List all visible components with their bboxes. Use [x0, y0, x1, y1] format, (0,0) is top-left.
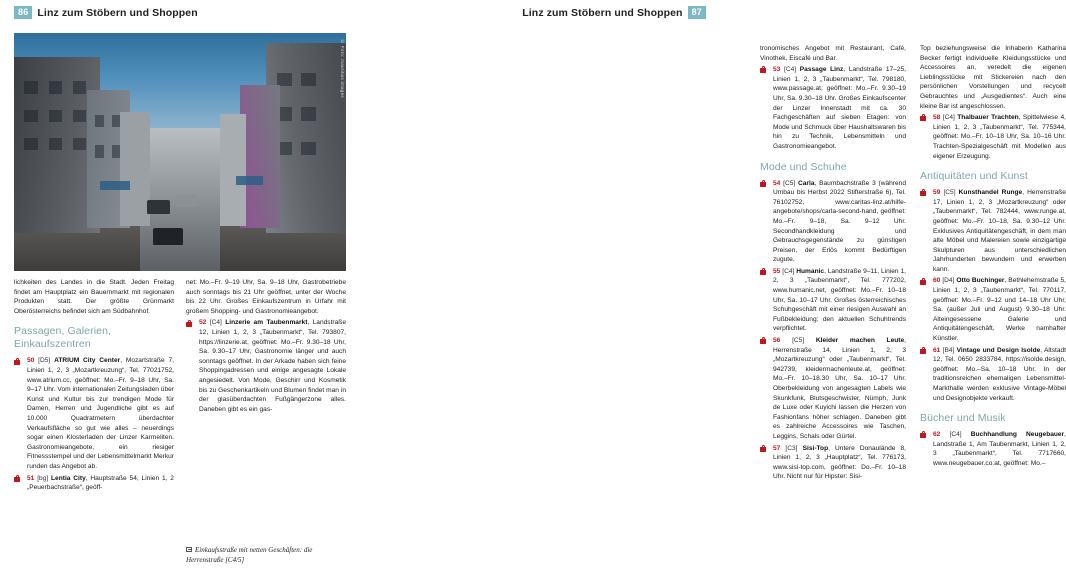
- entry-number: 52: [199, 319, 207, 327]
- entry-body: , Herrenstraße 17, Linien 1, 2, 3 „Mozartkreuzung“ oder „Taubenmarkt“, Tel. 782444, www.runge.at, geöffnet: Mo.–Fr. 10–18, Sa. 9.30–12 Uhr. Exklusives Antiquitätengeschäft, in dem man alte Möbel und Malereien sowie einzigartige Skulpturen aus unterschiedlichen Jahrhunderten bewundern und erwerben kann.: [933, 189, 1066, 273]
- entry-body: , Landstraße 12, Linien 1, 2, 3 „Taubenmarkt“, Tel. 793807, https://linzerie.at, geöffnet: Mo.–Fr. 9.30–18 Uhr, Sa. 9.30–17 Uhr, Gastronomie länger und auch sonntags geöffnet. In der Arkade haben sich feine Shoppingadressen und einige angesagte Lokale angesiedelt. Von Mode, Geschirr und Kosmetik bis zu Geschenkartikeln und Blumen findet man in der glasüberdachten Fußgängerzone alles. Daneben gibt es ein gas-: [199, 319, 346, 413]
- shopping-bag-icon: [760, 445, 766, 452]
- list-item: [760, 444, 906, 482]
- entry-name: Buchhandlung Neugebauer: [970, 431, 1065, 439]
- photo-car-3: [153, 228, 183, 245]
- entry-number: 54: [773, 179, 781, 187]
- entry-number: 60: [933, 277, 941, 285]
- list-item: [760, 267, 906, 334]
- entry-grid-ref: [C4]: [782, 267, 795, 275]
- entry-grid-ref: [B4]: [942, 346, 955, 354]
- entry-grid-ref: [C5]: [943, 189, 956, 197]
- photo-awning-2: [236, 176, 263, 186]
- entry-grid-ref: [C4]: [784, 66, 797, 74]
- list-item: [920, 346, 1066, 404]
- entry-grid-ref: [C5]: [783, 179, 796, 187]
- entry-body: , Baumbachstraße 3 (während Umbau bis Herbst 2022 Stifterstraße 6), Tel. 76102752, www.caritas-linz.at/hilfe-angebote/shops/carla-second-hand, geöffnet: Mo.–Fr. 9–18, Sa. 9–12 Uhr. Secondhandkleidung und Gebrauchsgegenstände zu günstigen Preisen, der Erlös kommt Bedürftigen zugute.: [773, 179, 906, 264]
- text-column-3: [760, 44, 906, 482]
- column-1-continuation: lichkeiten des Landes in die Stadt. Jeden Freitag findet am Hauptplatz ein Bauernmarkt mit regionalen Produkten statt. Der größte Grünmarkt Oberösterreichs befindet sich am Südbahnhof.: [14, 279, 174, 315]
- text-column-2: [186, 278, 346, 414]
- photo-car-1: [147, 200, 170, 214]
- list-item: [186, 318, 346, 414]
- list-item: [760, 65, 906, 151]
- entry-body: , Landstraße 9–11, Linien 1, 2, 3 „Taubenmarkt“, Tel. 777202, www.humanic.net, geöffnet: Mo.–Fr. 10–18 Uhr, Sa. 10–17 Uhr. Großes österreichisches Schuhgeschäft mit einer riesigen Auswahl an Fußbekleidung; den aktuellen Schuhtrends verpflichtet.: [773, 267, 906, 333]
- shopping-bag-icon: [14, 358, 20, 365]
- entry-grid-ref: [C3]: [785, 444, 798, 452]
- entry-number: 59: [933, 189, 941, 197]
- entry-number: 55: [773, 267, 781, 275]
- entry-name: Sisi-Top: [802, 444, 829, 452]
- shopping-bag-icon: [920, 431, 926, 438]
- column-4-continuation: Top beziehungsweise die Inhaberin Katharina Becker fertigt individuelle Kleidungsstücke und Accessoires an, veredelt die eigenen Lieblingsstücke mit Stickereien nach den persönlichen Vorstellungen und recycelt Gebrauchtes und „Ausgedientes“. Auch eine kleine Bar ist angeschlossen.: [920, 45, 1066, 110]
- street-photo: [14, 33, 346, 271]
- entry-grid-ref: [C5]: [792, 337, 805, 345]
- photo-building-left-3: [120, 112, 150, 226]
- list-item: [14, 356, 174, 471]
- entry-body: , Spittelwiese 4, Linien 1, 2, 3 „Taubenmarkt“, Tel. 775344, geöffnet: Mo.–Fr. 10–18 Uhr, Sa. 10–16 Uhr. Trachten-Spezialgeschäft mit Modellen aus eigener Erzeugung.: [933, 114, 1066, 160]
- shopping-bag-icon: [920, 114, 926, 121]
- photo-caption: [186, 545, 350, 565]
- entry-name: Humanic: [796, 267, 825, 275]
- entry-number: 61: [933, 346, 941, 354]
- entry-grid-ref: [D4]: [942, 277, 955, 285]
- entry-body: , Bethlehemstraße 5, Linien 1, 2, 3 „Taubenmarkt“, Tel. 770117, geöffnet: Mo.–Fr. 9–12 und 14–18 Uhr Uhr, Sa. (außer Juli und August) 9.30–18 Uhr. Alteingesessene Galerie und Antiquitätengeschäft, Werke namhafter Künstler.: [933, 277, 1066, 343]
- entry-grid-ref: [C4]: [949, 431, 962, 439]
- entry-body: , Landstraße 17–25, Linien 1, 2, 3 „Taubenmarkt“, Tel. 798180, www.passage.at, geöffnet: Mo.–Fr. 9.30–19 Uhr, Sa. 9.30–18 Uhr. Großes Einkaufscenter der Linzer Innenstadt mit ca. 30 Fachgeschäften auf sieben Etagen: von Mode und Schmuck über Haushaltswaren bis hin zu Technik, Lebensmitteln und Gastronomieangebot.: [773, 66, 906, 150]
- photo-car-2: [177, 195, 197, 207]
- running-head-left: [14, 4, 198, 21]
- entry-body: , Landstraße 1, Am Taubenmarkt, Linien 1, 2, 3 „Taubenmarkt“, Tel. 7717660, www.neugebauer.co.at, geöffnet: Mo.–: [933, 431, 1066, 467]
- left-page: [0, 0, 360, 571]
- shopping-bag-icon: [186, 320, 192, 327]
- list-item: [14, 474, 174, 493]
- entry-grid-ref: [C4]: [942, 114, 955, 122]
- entry-grid-ref: [C4]: [209, 319, 222, 327]
- entry-number: 62: [933, 431, 941, 439]
- running-head-title-left: Linz zum Stöbern und Shoppen: [37, 6, 198, 19]
- section-heading-buecher-und-musik: Bücher und Musik: [920, 412, 1006, 425]
- photo-credit: © Foto: mauritius images: [340, 39, 345, 98]
- list-item: [760, 179, 906, 265]
- shopping-bag-icon: [14, 475, 20, 482]
- shopping-bag-icon: [920, 347, 926, 354]
- entry-number: 56: [773, 337, 781, 345]
- photo-awning-1: [100, 181, 130, 191]
- right-page: [360, 0, 1066, 571]
- entry-number: 50: [27, 357, 35, 365]
- entry-name: Kunsthandel Runge: [958, 189, 1023, 197]
- entry-body: , Hauptstraße 54, Linien 1, 2 „Peuerbachstraße“, geöff-: [27, 474, 174, 492]
- entry-grid-ref: [D5]: [38, 357, 51, 365]
- running-head-title-right: Linz zum Stöbern und Shoppen: [522, 6, 683, 19]
- page-gutter: [360, 0, 361, 571]
- section-heading-passagen: Passagen, Galerien, Einkaufszentren: [14, 325, 112, 351]
- photo-building-right-3: [220, 114, 247, 226]
- column-2-continuation: net: Mo.–Fr. 9–19 Uhr, Sa. 9–18 Uhr, Gastrobetriebe auch sonntags bis 21 Uhr geöffnet, unter der Woche bis 22 Uhr. Großes Einkaufszentrum in Urfahr mit großem Shopping- und Gastronomieangebot.: [186, 279, 346, 315]
- shopping-bag-icon: [920, 278, 926, 285]
- entry-name: Passage Linz: [799, 66, 844, 74]
- entry-name: ATRIUM City Center: [54, 357, 121, 365]
- shopping-bag-icon: [760, 337, 766, 344]
- entry-number: 51: [27, 474, 35, 482]
- list-item: [920, 188, 1066, 274]
- entry-name: Linzerie am Taubenmarkt: [225, 319, 308, 327]
- entry-body: , Untere Donaulände 8, Linien 1, 2, 3 „Hauptplatz“, Tel. 776173, www.sisi-top.com, geöffnet: Do.–Fr. 10–18 Uhr. Nicht nur für Hipster: Sisi-: [773, 444, 907, 481]
- entry-grid-ref: [bg]: [37, 474, 49, 482]
- list-item: [920, 113, 1066, 161]
- entry-body: , Altstadt 12, Tel. 0650 2833784, https://isolde.design, geöffnet: Mo.–Sa. 10–18 Uhr. In der traditionsreichen ehemaligen Lebensmittel-Markthalle werden exklusive Vintage-Möbel und Designobjekte verkauft.: [933, 346, 1066, 402]
- entry-number: 58: [933, 114, 941, 122]
- entry-name: Otto Buchinger: [956, 277, 1005, 285]
- entry-body: , Mozartstraße 7, Linien 1, 2, 3 „Mozartkreuzung“, Tel. 77021752, www.atrium.cc, geöffnet: Mo.–Fr. 9–18 Uhr, Sa. 9–17 Uhr. Vom internationalen Zeitungsladen über Kunst und Kultur bis zur trendigen Mode für Damen, Herren und Jugendliche gibt es auf 10.000 Quadratmetern überdachter Verkaufsfläche so gut wie alles – neuerdings sogar einen Klosterladen der Linzer Karmeliten. Gastronomieangebote, ein riesiger Fitnessstempel und der Lebensmittelmarkt Merkur runden das Angebot ab.: [27, 357, 174, 470]
- text-column-4: [920, 44, 1066, 469]
- list-item: [920, 430, 1066, 468]
- shopping-bag-icon: [760, 66, 766, 73]
- section-heading-antiquitaeten-und-kunst: Antiquitäten und Kunst: [920, 170, 1028, 183]
- entry-name: Kleider machen Leute: [815, 337, 905, 345]
- entry-name: Carla: [798, 179, 815, 187]
- entry-number: 57: [773, 444, 781, 452]
- running-head-right: [522, 4, 706, 21]
- shopping-bag-icon: [760, 268, 766, 275]
- image-frame-icon: [186, 547, 192, 552]
- list-item: [920, 276, 1066, 343]
- text-column-1: [14, 278, 174, 493]
- entry-name: Lentia City: [51, 474, 86, 482]
- column-3-continuation: tronomisches Angebot mit Restaurant, Café, Vinothek, Eiscafé und Bar.: [760, 45, 906, 62]
- list-item: [760, 336, 906, 442]
- page-number-right: 87: [688, 6, 706, 19]
- shopping-bag-icon: [920, 189, 926, 196]
- entry-name: Vintage und Design Isolde: [956, 346, 1041, 354]
- photo-caption-text: Einkaufsstraße mit netten Geschäften: die Herrenstraße [C4/5]: [186, 546, 313, 564]
- entry-name: Thalbauer Trachten: [957, 114, 1019, 122]
- page-number-left: 86: [14, 6, 32, 19]
- entry-body: , Herrenstraße 14, Linien 1, 2, 3 „Mozartkreuzung“ oder „Taubenmarkt“, Tel. 942739, kleidermachenleute.at, geöffnet: Mo.–Fr. 10–18.30 Uhr, Sa. 10–17 Uhr. Oberbekleidung von angesagten Labels wie Skunkfunk, Blutsgeschwister, Nümph, Junk de Luxe oder Kuyichi lassen die Herzen von Fashionfans höher schlagen. Daneben gibt es zahlreiche Accessoires wie Taschen, Leggins, Schals oder Gürtel.: [773, 337, 906, 440]
- section-heading-mode-und-schuhe: Mode und Schuhe: [760, 160, 847, 173]
- shopping-bag-icon: [760, 180, 766, 187]
- entry-number: 53: [773, 66, 781, 74]
